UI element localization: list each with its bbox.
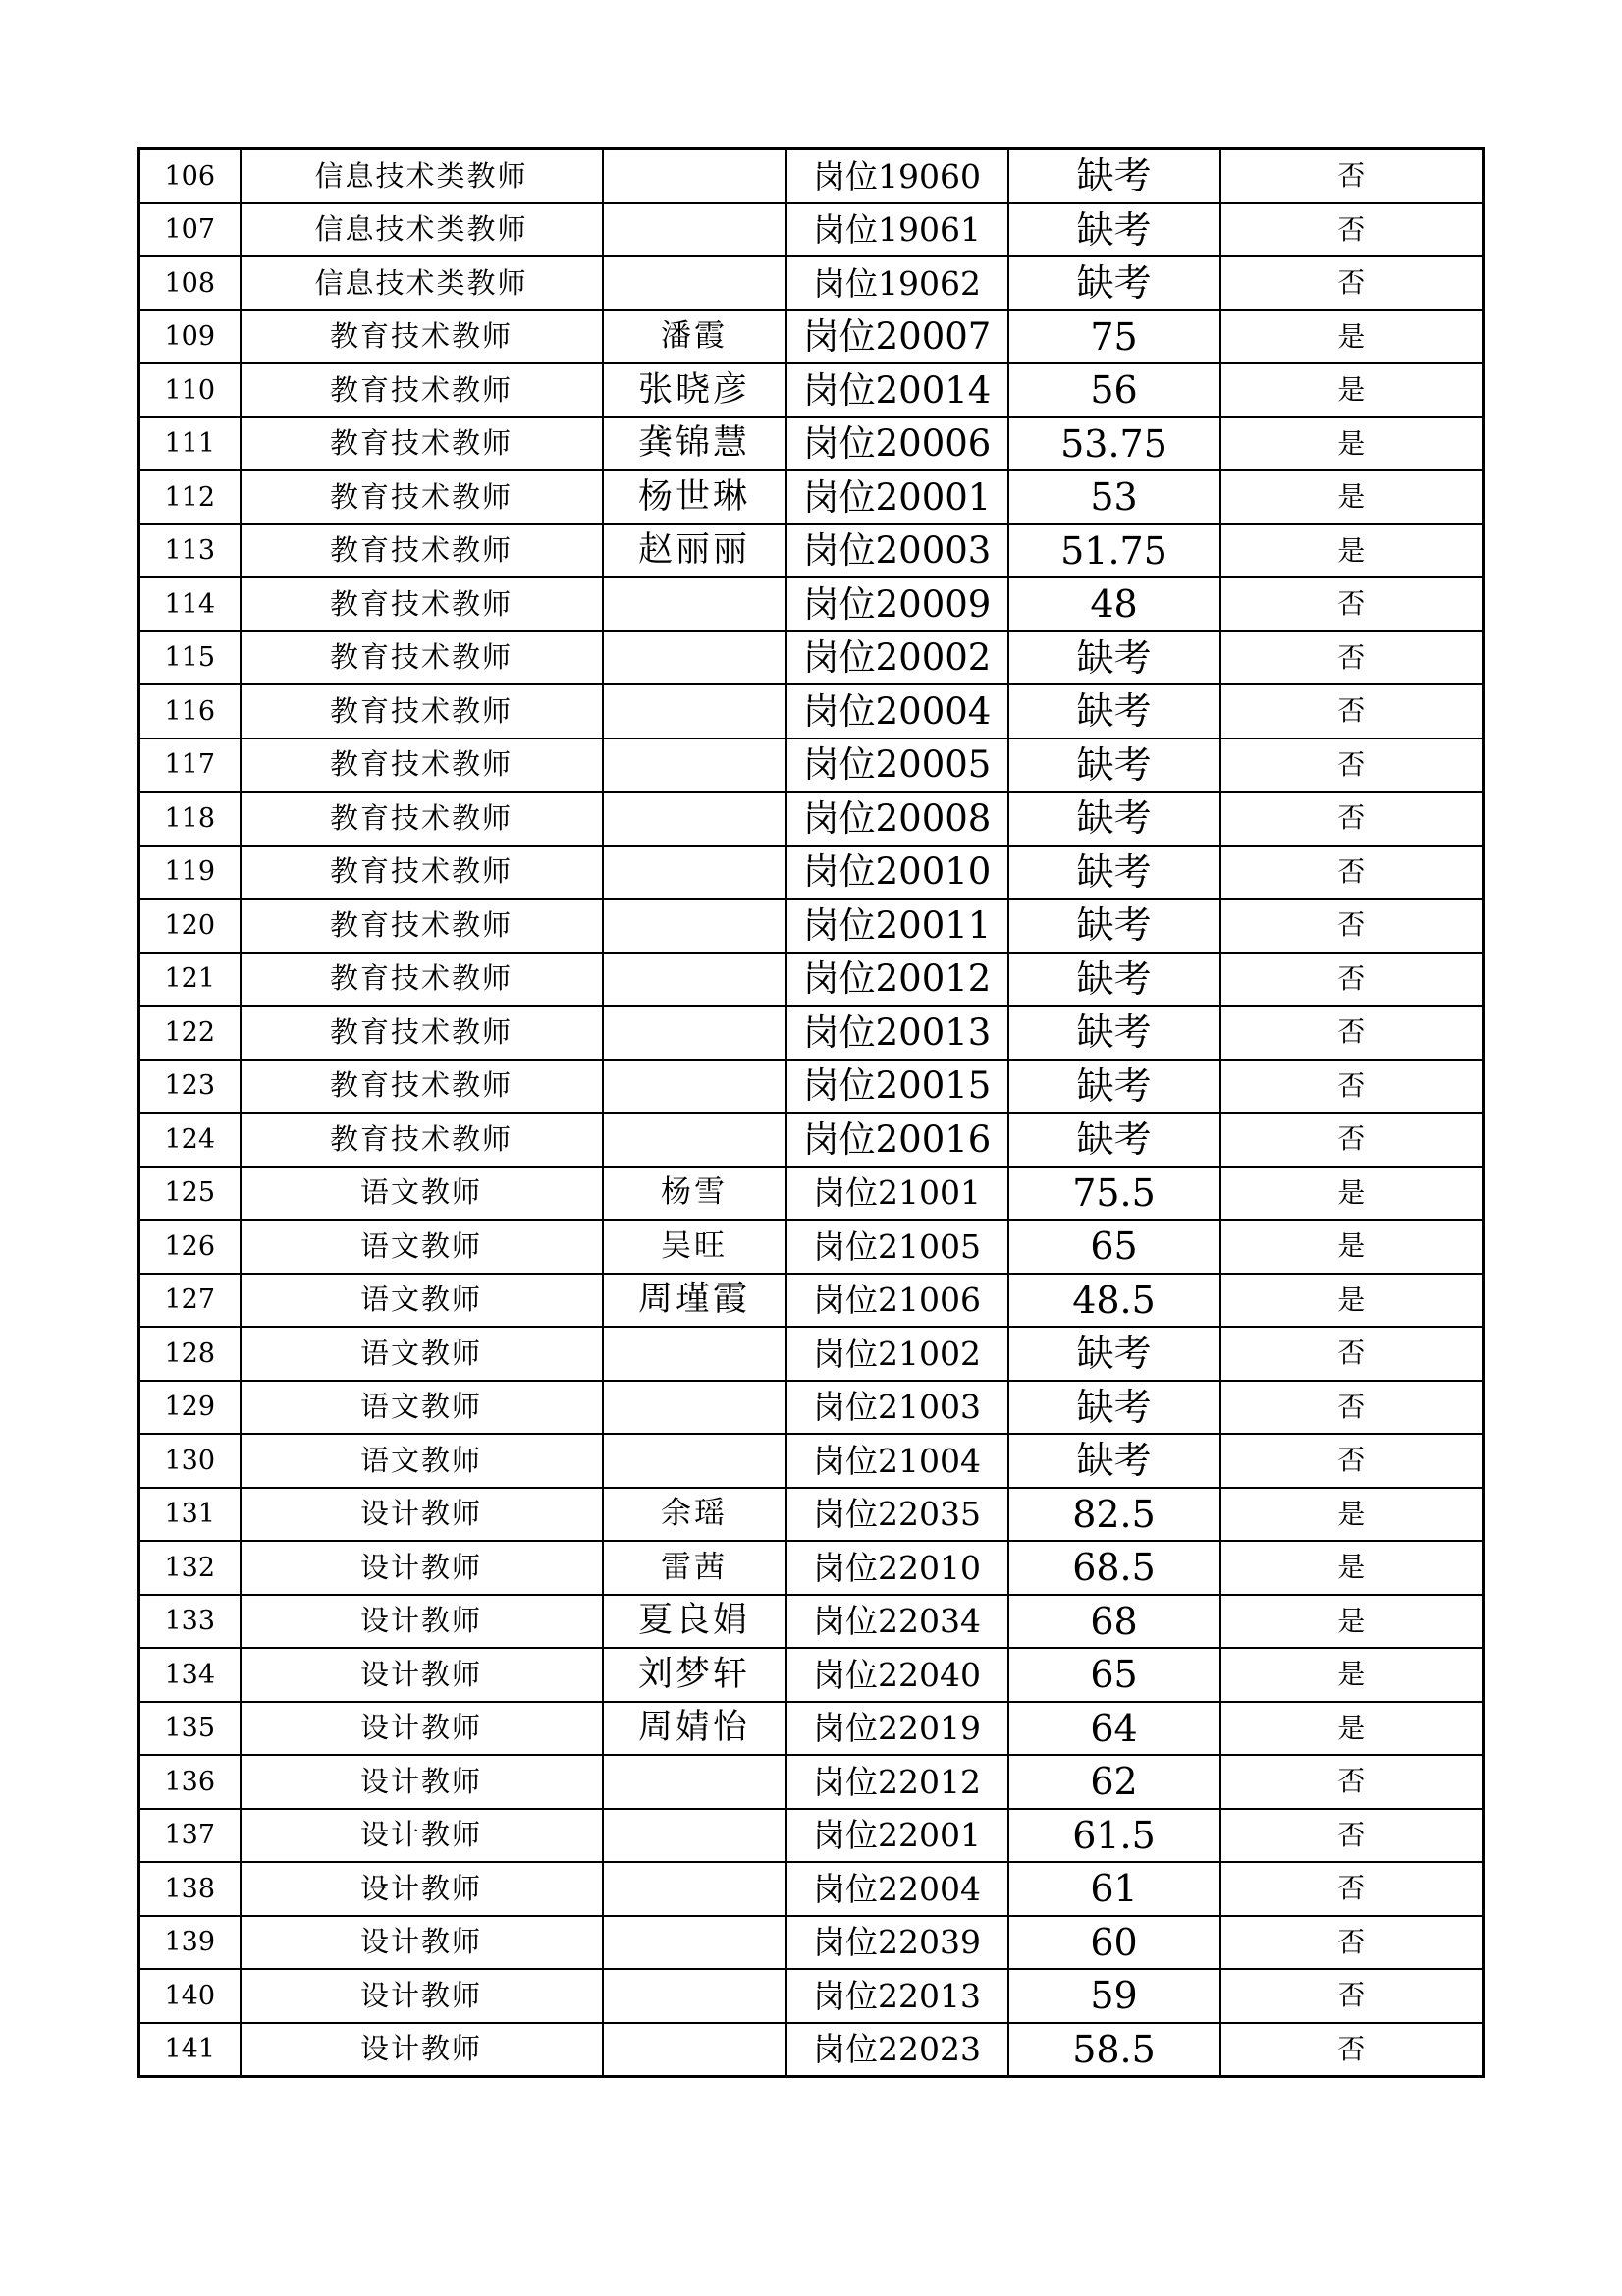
score-cell: 48.5 <box>1008 1274 1220 1328</box>
row-number-cell: 124 <box>139 1113 241 1167</box>
position-cell: 设计教师 <box>241 1595 603 1649</box>
candidate-name-cell: 杨雪 <box>603 1167 786 1221</box>
exam-id-cell: 岗位22040 <box>786 1648 1008 1702</box>
qualified-cell: 否 <box>1220 738 1484 793</box>
score-cell: 58.5 <box>1008 2023 1220 2077</box>
exam-id-cell: 岗位21002 <box>786 1327 1008 1381</box>
qualified-cell: 否 <box>1220 899 1484 953</box>
table-row <box>139 631 1484 685</box>
table-row <box>139 1167 1484 1221</box>
row-number-cell: 109 <box>139 310 241 364</box>
row-number-cell: 120 <box>139 899 241 953</box>
row-number-cell: 126 <box>139 1220 241 1274</box>
qualified-cell: 否 <box>1220 846 1484 900</box>
score-cell: 62 <box>1008 1755 1220 1809</box>
qualified-cell: 是 <box>1220 363 1484 417</box>
candidate-name-cell <box>603 1381 786 1435</box>
exam-id-cell: 岗位19060 <box>786 149 1008 203</box>
table-row <box>139 1434 1484 1488</box>
candidate-name-cell <box>603 846 786 900</box>
row-number-cell: 135 <box>139 1702 241 1756</box>
score-cell: 缺考 <box>1008 792 1220 846</box>
qualified-cell: 否 <box>1220 792 1484 846</box>
position-cell: 设计教师 <box>241 1969 603 2023</box>
score-cell: 68 <box>1008 1595 1220 1649</box>
results-table <box>137 147 1485 2078</box>
candidate-name-cell <box>603 1006 786 1060</box>
exam-id-cell: 岗位20013 <box>786 1006 1008 1060</box>
row-number-cell: 115 <box>139 631 241 685</box>
row-number-cell: 125 <box>139 1167 241 1221</box>
table-row <box>139 1060 1484 1114</box>
table-row <box>139 1969 1484 2023</box>
position-cell: 设计教师 <box>241 1648 603 1702</box>
candidate-name-cell <box>603 792 786 846</box>
qualified-cell: 否 <box>1220 1327 1484 1381</box>
position-cell: 设计教师 <box>241 1916 603 1970</box>
qualified-cell: 是 <box>1220 524 1484 578</box>
score-cell: 缺考 <box>1008 203 1220 257</box>
candidate-name-cell <box>603 1862 786 1916</box>
table-row <box>139 524 1484 578</box>
score-cell: 缺考 <box>1008 1113 1220 1167</box>
position-cell: 教育技术教师 <box>241 899 603 953</box>
score-cell: 75.5 <box>1008 1167 1220 1221</box>
qualified-cell: 否 <box>1220 1434 1484 1488</box>
qualified-cell: 否 <box>1220 149 1484 203</box>
row-number-cell: 129 <box>139 1381 241 1435</box>
table-row <box>139 1862 1484 1916</box>
position-cell: 信息技术类教师 <box>241 256 603 310</box>
qualified-cell: 否 <box>1220 203 1484 257</box>
table-row <box>139 1648 1484 1702</box>
qualified-cell: 是 <box>1220 1488 1484 1542</box>
table-row <box>139 792 1484 846</box>
score-cell: 60 <box>1008 1916 1220 1970</box>
exam-id-cell: 岗位20011 <box>786 899 1008 953</box>
position-cell: 教育技术教师 <box>241 524 603 578</box>
candidate-name-cell <box>603 738 786 793</box>
table-row <box>139 1595 1484 1649</box>
row-number-cell: 122 <box>139 1006 241 1060</box>
exam-id-cell: 岗位20003 <box>786 524 1008 578</box>
candidate-name-cell: 龚锦慧 <box>603 417 786 471</box>
exam-id-cell: 岗位22034 <box>786 1595 1008 1649</box>
table-row <box>139 1006 1484 1060</box>
row-number-cell: 136 <box>139 1755 241 1809</box>
position-cell: 设计教师 <box>241 1541 603 1595</box>
position-cell: 信息技术类教师 <box>241 203 603 257</box>
position-cell: 设计教师 <box>241 1488 603 1542</box>
qualified-cell: 否 <box>1220 1755 1484 1809</box>
table-row <box>139 1541 1484 1595</box>
score-cell: 75 <box>1008 310 1220 364</box>
qualified-cell: 是 <box>1220 1274 1484 1328</box>
qualified-cell: 是 <box>1220 417 1484 471</box>
position-cell: 教育技术教师 <box>241 1006 603 1060</box>
candidate-name-cell: 周婧怡 <box>603 1702 786 1756</box>
table-row <box>139 1809 1484 1863</box>
position-cell: 教育技术教师 <box>241 1113 603 1167</box>
row-number-cell: 106 <box>139 149 241 203</box>
row-number-cell: 123 <box>139 1060 241 1114</box>
score-cell: 缺考 <box>1008 631 1220 685</box>
table-row <box>139 1702 1484 1756</box>
exam-id-cell: 岗位20007 <box>786 310 1008 364</box>
row-number-cell: 127 <box>139 1274 241 1328</box>
row-number-cell: 131 <box>139 1488 241 1542</box>
exam-id-cell: 岗位20006 <box>786 417 1008 471</box>
row-number-cell: 138 <box>139 1862 241 1916</box>
table-row <box>139 256 1484 310</box>
exam-id-cell: 岗位20010 <box>786 846 1008 900</box>
qualified-cell: 是 <box>1220 1220 1484 1274</box>
qualified-cell: 否 <box>1220 2023 1484 2077</box>
position-cell: 信息技术类教师 <box>241 149 603 203</box>
score-cell: 61 <box>1008 1862 1220 1916</box>
candidate-name-cell: 雷茜 <box>603 1541 786 1595</box>
score-cell: 64 <box>1008 1702 1220 1756</box>
qualified-cell: 是 <box>1220 1702 1484 1756</box>
candidate-name-cell <box>603 1434 786 1488</box>
qualified-cell: 否 <box>1220 577 1484 631</box>
table-row <box>139 1381 1484 1435</box>
candidate-name-cell: 周瑾霞 <box>603 1274 786 1328</box>
exam-id-cell: 岗位22023 <box>786 2023 1008 2077</box>
candidate-name-cell <box>603 1060 786 1114</box>
candidate-name-cell <box>603 577 786 631</box>
position-cell: 语文教师 <box>241 1167 603 1221</box>
score-cell: 56 <box>1008 363 1220 417</box>
table-row <box>139 363 1484 417</box>
position-cell: 语文教师 <box>241 1434 603 1488</box>
exam-id-cell: 岗位20016 <box>786 1113 1008 1167</box>
score-cell: 61.5 <box>1008 1809 1220 1863</box>
qualified-cell: 否 <box>1220 1060 1484 1114</box>
candidate-name-cell: 潘霞 <box>603 310 786 364</box>
position-cell: 设计教师 <box>241 1862 603 1916</box>
exam-id-cell: 岗位19062 <box>786 256 1008 310</box>
qualified-cell: 是 <box>1220 310 1484 364</box>
exam-id-cell: 岗位20002 <box>786 631 1008 685</box>
table-row <box>139 417 1484 471</box>
candidate-name-cell <box>603 1113 786 1167</box>
score-cell: 缺考 <box>1008 738 1220 793</box>
candidate-name-cell <box>603 1327 786 1381</box>
qualified-cell: 是 <box>1220 1167 1484 1221</box>
row-number-cell: 132 <box>139 1541 241 1595</box>
exam-id-cell: 岗位22012 <box>786 1755 1008 1809</box>
qualified-cell: 是 <box>1220 1595 1484 1649</box>
table-row <box>139 149 1484 203</box>
row-number-cell: 118 <box>139 792 241 846</box>
position-cell: 教育技术教师 <box>241 577 603 631</box>
table-row <box>139 577 1484 631</box>
row-number-cell: 113 <box>139 524 241 578</box>
candidate-name-cell <box>603 953 786 1007</box>
table-row <box>139 1113 1484 1167</box>
candidate-name-cell <box>603 1809 786 1863</box>
candidate-name-cell <box>603 899 786 953</box>
row-number-cell: 117 <box>139 738 241 793</box>
row-number-cell: 108 <box>139 256 241 310</box>
score-cell: 缺考 <box>1008 846 1220 900</box>
exam-id-cell: 岗位20015 <box>786 1060 1008 1114</box>
table-row <box>139 846 1484 900</box>
position-cell: 语文教师 <box>241 1274 603 1328</box>
row-number-cell: 134 <box>139 1648 241 1702</box>
qualified-cell: 否 <box>1220 1006 1484 1060</box>
qualified-cell: 否 <box>1220 1113 1484 1167</box>
candidate-name-cell <box>603 1916 786 1970</box>
exam-id-cell: 岗位20009 <box>786 577 1008 631</box>
score-cell: 51.75 <box>1008 524 1220 578</box>
exam-id-cell: 岗位22013 <box>786 1969 1008 2023</box>
position-cell: 设计教师 <box>241 1702 603 1756</box>
position-cell: 语文教师 <box>241 1381 603 1435</box>
position-cell: 教育技术教师 <box>241 631 603 685</box>
exam-id-cell: 岗位20004 <box>786 684 1008 738</box>
row-number-cell: 133 <box>139 1595 241 1649</box>
row-number-cell: 119 <box>139 846 241 900</box>
score-cell: 缺考 <box>1008 149 1220 203</box>
position-cell: 教育技术教师 <box>241 1060 603 1114</box>
qualified-cell: 是 <box>1220 470 1484 524</box>
score-cell: 缺考 <box>1008 1327 1220 1381</box>
row-number-cell: 116 <box>139 684 241 738</box>
score-cell: 缺考 <box>1008 684 1220 738</box>
candidate-name-cell <box>603 256 786 310</box>
qualified-cell: 否 <box>1220 953 1484 1007</box>
position-cell: 教育技术教师 <box>241 417 603 471</box>
table-row <box>139 1755 1484 1809</box>
qualified-cell: 否 <box>1220 1862 1484 1916</box>
qualified-cell: 否 <box>1220 1969 1484 2023</box>
candidate-name-cell: 杨世琳 <box>603 470 786 524</box>
table-row <box>139 1220 1484 1274</box>
score-cell: 缺考 <box>1008 1060 1220 1114</box>
position-cell: 教育技术教师 <box>241 684 603 738</box>
row-number-cell: 112 <box>139 470 241 524</box>
exam-id-cell: 岗位22019 <box>786 1702 1008 1756</box>
score-cell: 缺考 <box>1008 953 1220 1007</box>
candidate-name-cell <box>603 1969 786 2023</box>
score-cell: 缺考 <box>1008 1381 1220 1435</box>
exam-id-cell: 岗位20014 <box>786 363 1008 417</box>
candidate-name-cell: 夏良娟 <box>603 1595 786 1649</box>
candidate-name-cell: 张晓彦 <box>603 363 786 417</box>
position-cell: 教育技术教师 <box>241 846 603 900</box>
position-cell: 教育技术教师 <box>241 363 603 417</box>
results-table-body <box>139 149 1484 2077</box>
exam-id-cell: 岗位21006 <box>786 1274 1008 1328</box>
exam-id-cell: 岗位22001 <box>786 1809 1008 1863</box>
position-cell: 教育技术教师 <box>241 470 603 524</box>
candidate-name-cell <box>603 203 786 257</box>
candidate-name-cell <box>603 684 786 738</box>
exam-id-cell: 岗位22010 <box>786 1541 1008 1595</box>
row-number-cell: 111 <box>139 417 241 471</box>
table-row <box>139 1488 1484 1542</box>
table-row <box>139 953 1484 1007</box>
candidate-name-cell <box>603 2023 786 2077</box>
position-cell: 设计教师 <box>241 1755 603 1809</box>
table-row <box>139 738 1484 793</box>
qualified-cell: 是 <box>1220 1648 1484 1702</box>
table-row <box>139 1274 1484 1328</box>
exam-id-cell: 岗位21005 <box>786 1220 1008 1274</box>
score-cell: 48 <box>1008 577 1220 631</box>
table-row <box>139 2023 1484 2077</box>
score-cell: 82.5 <box>1008 1488 1220 1542</box>
qualified-cell: 否 <box>1220 631 1484 685</box>
candidate-name-cell: 余瑶 <box>603 1488 786 1542</box>
score-cell: 缺考 <box>1008 256 1220 310</box>
row-number-cell: 107 <box>139 203 241 257</box>
row-number-cell: 141 <box>139 2023 241 2077</box>
qualified-cell: 否 <box>1220 1809 1484 1863</box>
exam-id-cell: 岗位20001 <box>786 470 1008 524</box>
position-cell: 设计教师 <box>241 1809 603 1863</box>
score-cell: 53.75 <box>1008 417 1220 471</box>
row-number-cell: 140 <box>139 1969 241 2023</box>
exam-id-cell: 岗位21003 <box>786 1381 1008 1435</box>
position-cell: 设计教师 <box>241 2023 603 2077</box>
row-number-cell: 128 <box>139 1327 241 1381</box>
table-row <box>139 899 1484 953</box>
qualified-cell: 否 <box>1220 1916 1484 1970</box>
table-row <box>139 684 1484 738</box>
row-number-cell: 110 <box>139 363 241 417</box>
table-row <box>139 470 1484 524</box>
exam-id-cell: 岗位21001 <box>786 1167 1008 1221</box>
position-cell: 教育技术教师 <box>241 792 603 846</box>
row-number-cell: 121 <box>139 953 241 1007</box>
score-cell: 65 <box>1008 1648 1220 1702</box>
candidate-name-cell <box>603 1755 786 1809</box>
exam-id-cell: 岗位22039 <box>786 1916 1008 1970</box>
score-cell: 缺考 <box>1008 899 1220 953</box>
candidate-name-cell: 赵丽丽 <box>603 524 786 578</box>
qualified-cell: 否 <box>1220 1381 1484 1435</box>
table-row <box>139 1327 1484 1381</box>
table-row <box>139 203 1484 257</box>
qualified-cell: 否 <box>1220 684 1484 738</box>
position-cell: 教育技术教师 <box>241 953 603 1007</box>
qualified-cell: 否 <box>1220 256 1484 310</box>
position-cell: 语文教师 <box>241 1327 603 1381</box>
qualified-cell: 是 <box>1220 1541 1484 1595</box>
position-cell: 教育技术教师 <box>241 310 603 364</box>
position-cell: 教育技术教师 <box>241 738 603 793</box>
exam-id-cell: 岗位22035 <box>786 1488 1008 1542</box>
candidate-name-cell <box>603 149 786 203</box>
position-cell: 语文教师 <box>241 1220 603 1274</box>
score-cell: 59 <box>1008 1969 1220 2023</box>
row-number-cell: 139 <box>139 1916 241 1970</box>
exam-id-cell: 岗位21004 <box>786 1434 1008 1488</box>
exam-id-cell: 岗位22004 <box>786 1862 1008 1916</box>
candidate-name-cell: 吴旺 <box>603 1220 786 1274</box>
score-cell: 缺考 <box>1008 1434 1220 1488</box>
score-cell: 68.5 <box>1008 1541 1220 1595</box>
row-number-cell: 130 <box>139 1434 241 1488</box>
candidate-name-cell: 刘梦轩 <box>603 1648 786 1702</box>
candidate-name-cell <box>603 631 786 685</box>
exam-id-cell: 岗位20008 <box>786 792 1008 846</box>
exam-id-cell: 岗位20012 <box>786 953 1008 1007</box>
table-row <box>139 310 1484 364</box>
exam-id-cell: 岗位19061 <box>786 203 1008 257</box>
score-cell: 53 <box>1008 470 1220 524</box>
row-number-cell: 114 <box>139 577 241 631</box>
row-number-cell: 137 <box>139 1809 241 1863</box>
exam-id-cell: 岗位20005 <box>786 738 1008 793</box>
score-cell: 65 <box>1008 1220 1220 1274</box>
score-cell: 缺考 <box>1008 1006 1220 1060</box>
table-row <box>139 1916 1484 1970</box>
